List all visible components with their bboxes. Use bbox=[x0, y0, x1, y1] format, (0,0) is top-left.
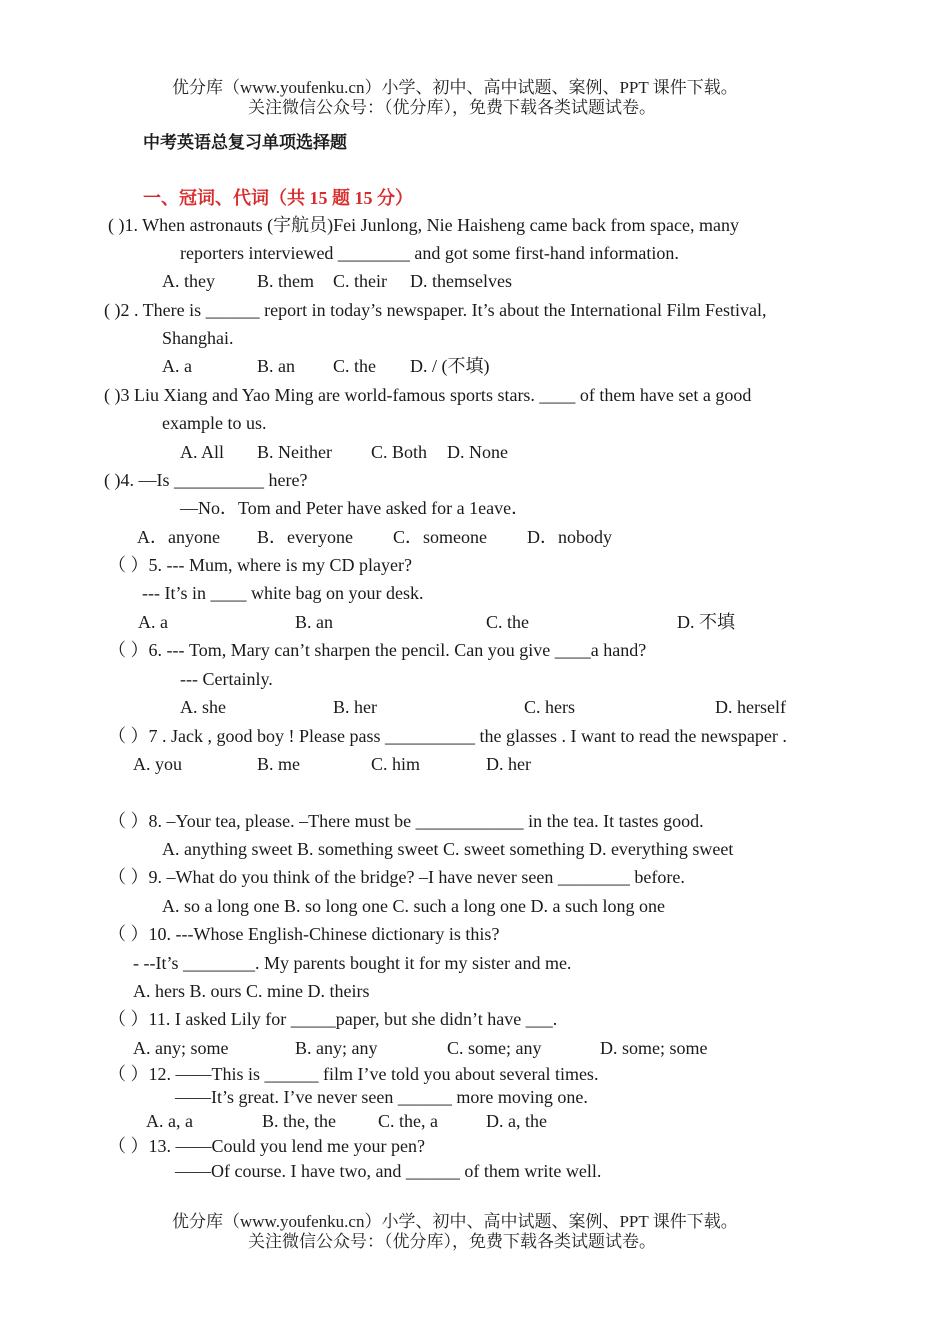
question-4-cont: —No．Tom and Peter have asked for a 1eave． bbox=[180, 498, 530, 518]
question-2-stem: ( )2 . There is ______ report in today’s newspaper. It’s about the International Film Festival, bbox=[104, 300, 767, 320]
q8-options: A. anything sweet B. something sweet C. sweet something D. everything sweet bbox=[162, 839, 734, 859]
question-7-stem: （ ）7 . Jack , good boy ! Please pass __________ the glasses . I want to read the newspaper . bbox=[108, 726, 787, 746]
q4-option-b: B．everyone bbox=[257, 527, 353, 547]
q1-option-c: C. their bbox=[333, 271, 387, 291]
q3-option-d: D. None bbox=[447, 442, 508, 462]
footer-line-2: 关注微信公众号：（优分库），免费下载各类试题试卷。 bbox=[248, 1232, 656, 1251]
q11-option-c: C. some; any bbox=[447, 1038, 542, 1058]
q5-option-a: A. a bbox=[138, 612, 168, 632]
q3-option-c: C. Both bbox=[371, 442, 428, 462]
q1-option-b: B. them bbox=[257, 271, 314, 291]
q11-option-b: B. any; any bbox=[295, 1038, 378, 1058]
q1-option-a: A. they bbox=[162, 271, 215, 291]
q12-option-c: C. the, a bbox=[378, 1111, 438, 1131]
header-line-1: 优分库（www.youfenku.cn）小学、初中、高中试题、案例、PPT 课件下载。 bbox=[172, 78, 738, 97]
question-10-cont: - --It’s ________. My parents bought it for my sister and me. bbox=[133, 953, 572, 973]
q2-option-c: C. the bbox=[333, 356, 376, 376]
q7-option-b: B. me bbox=[257, 754, 300, 774]
q11-option-d: D. some; some bbox=[600, 1038, 708, 1058]
q11-option-a: A. any; some bbox=[133, 1038, 229, 1058]
q12-option-b: B. the, the bbox=[262, 1111, 336, 1131]
q6-option-c: C. hers bbox=[524, 697, 575, 717]
q6-option-a: A. she bbox=[180, 697, 226, 717]
question-13-cont: ——Of course. I have two, and ______ of them write well. bbox=[175, 1161, 602, 1181]
question-4-stem: ( )4. —Is __________ here? bbox=[104, 470, 308, 490]
question-12-cont: ——It’s great. I’ve never seen ______ more moving one. bbox=[175, 1087, 588, 1107]
q4-option-d: D．nobody bbox=[527, 527, 612, 547]
q7-option-d: D. her bbox=[486, 754, 531, 774]
question-1-cont: reporters interviewed ________ and got some first-hand information. bbox=[180, 243, 679, 263]
q6-option-d: D. herself bbox=[715, 697, 786, 717]
q9-options: A. so a long one B. so long one C. such a long one D. a such long one bbox=[162, 896, 665, 916]
q5-option-b: B. an bbox=[295, 612, 333, 632]
question-6-stem: （ ）6. --- Tom, Mary can’t sharpen the pencil. Can you give ____a hand? bbox=[108, 640, 647, 660]
q7-option-c: C. him bbox=[371, 754, 421, 774]
header-line-2: 关注微信公众号：（优分库），免费下载各类试题试卷。 bbox=[248, 98, 656, 117]
q3-option-a: A. All bbox=[180, 442, 225, 462]
q3-option-b: B. Neither bbox=[257, 442, 332, 462]
q5-option-d: D. 不填 bbox=[677, 612, 735, 632]
question-1-stem: ( )1. When astronauts (宇航员)Fei Junlong, Nie Haisheng came back from space, many bbox=[108, 215, 739, 235]
q5-option-c: C. the bbox=[486, 612, 529, 632]
question-12-stem: （ ）12. ——This is ______ film I’ve told you about several times. bbox=[108, 1064, 599, 1084]
question-3-cont: example to us. bbox=[162, 413, 267, 433]
question-5-stem: （ ）5. --- Mum, where is my CD player? bbox=[108, 555, 412, 575]
question-5-cont: --- It’s in ____ white bag on your desk. bbox=[142, 583, 424, 603]
footer-line-1: 优分库（www.youfenku.cn）小学、初中、高中试题、案例、PPT 课件下载。 bbox=[172, 1212, 738, 1231]
question-11-stem: （ ）11. I asked Lily for _____paper, but she didn’t have ___. bbox=[108, 1009, 558, 1029]
question-8-stem: （ ）8. –Your tea, please. –There must be ____________ in the tea. It tastes good. bbox=[108, 811, 704, 831]
question-13-stem: （ ）13. ——Could you lend me your pen? bbox=[108, 1136, 425, 1156]
question-6-cont: --- Certainly. bbox=[180, 669, 273, 689]
q1-option-d: D. themselves bbox=[410, 271, 512, 291]
section-title: 一、冠词、代词（共 15 题 15 分） bbox=[143, 188, 413, 208]
q12-option-a: A. a, a bbox=[146, 1111, 193, 1131]
q4-option-a: A．anyone bbox=[137, 527, 220, 547]
q2-option-d: D. / (不填) bbox=[410, 356, 490, 376]
q4-option-c: C．someone bbox=[393, 527, 487, 547]
question-3-stem: ( )3 Liu Xiang and Yao Ming are world-famous sports stars. ____ of them have set a good bbox=[104, 385, 752, 405]
question-10-stem: （ ）10. ---Whose English-Chinese dictionary is this? bbox=[108, 924, 500, 944]
q7-option-a: A. you bbox=[133, 754, 182, 774]
q2-option-a: A. a bbox=[162, 356, 192, 376]
document-title: 中考英语总复习单项选择题 bbox=[143, 133, 347, 152]
q2-option-b: B. an bbox=[257, 356, 295, 376]
q12-option-d: D. a, the bbox=[486, 1111, 547, 1131]
question-2-cont: Shanghai. bbox=[162, 328, 234, 348]
q6-option-b: B. her bbox=[333, 697, 377, 717]
question-9-stem: （ ）9. –What do you think of the bridge? –I have never seen ________ before. bbox=[108, 867, 685, 887]
q10-options: A. hers B. ours C. mine D. theirs bbox=[133, 981, 370, 1001]
